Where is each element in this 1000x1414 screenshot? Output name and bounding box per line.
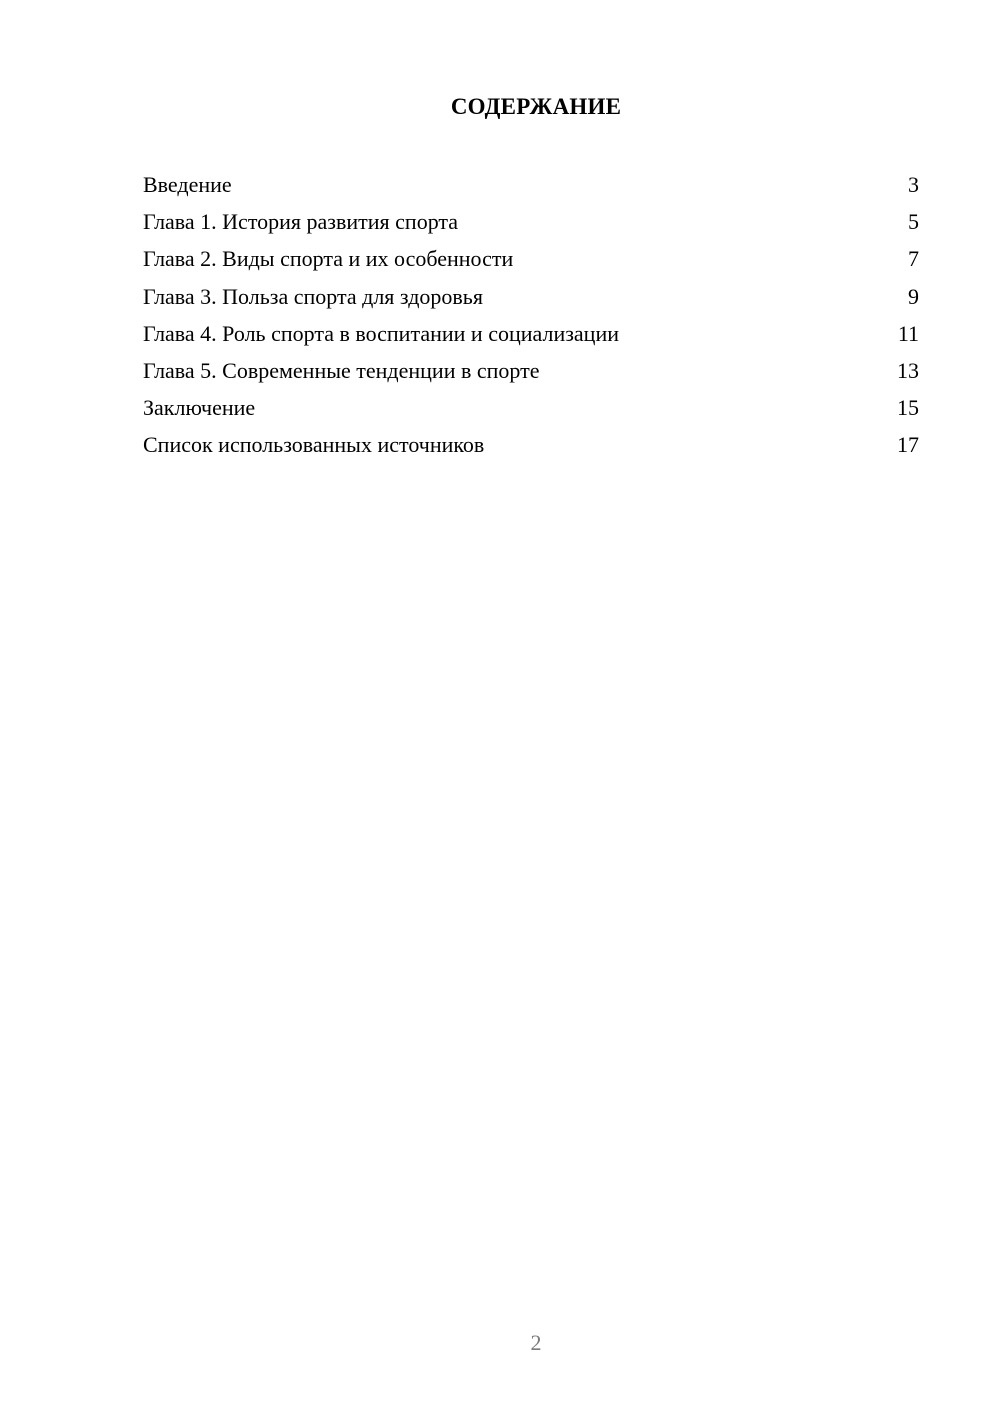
toc-item-page: 17 [897, 432, 919, 458]
toc-item-introduction[interactable] [143, 166, 919, 203]
toc-item-conclusion[interactable] [143, 389, 919, 426]
toc-item-label: Введение [143, 172, 232, 197]
toc-item-label: Глава 5. Современные тенденции в спорте [143, 357, 540, 383]
toc-item-label: Глава 1. История развития спорта [143, 209, 459, 235]
toc-item-page: 13 [897, 357, 919, 383]
table-of-contents [143, 166, 919, 464]
toc-item-label: Заключение [143, 395, 256, 421]
toc-title: СОДЕРЖАНИЕ [450, 94, 622, 119]
toc-item-references[interactable] [143, 426, 919, 463]
toc-item-label: Глава 2. Виды спорта и их особенности [143, 246, 514, 272]
toc-item-chapter-1[interactable] [143, 203, 919, 240]
toc-item-page: 5 [908, 209, 919, 235]
toc-item-page: 11 [897, 320, 919, 346]
toc-item-chapter-3[interactable] [143, 278, 919, 315]
toc-item-label: Глава 4. Роль спорта в воспитании и социализации [143, 320, 619, 346]
page-number: 2 [530, 1330, 542, 1355]
toc-item-chapter-5[interactable] [143, 352, 919, 389]
toc-item-page: 7 [908, 246, 919, 272]
toc-item-page: 3 [908, 172, 919, 197]
toc-item-label: Глава 3. Польза спорта для здоровья [143, 283, 483, 309]
toc-item-chapter-2[interactable] [143, 240, 919, 277]
toc-item-chapter-4[interactable] [143, 315, 919, 352]
toc-item-page: 9 [908, 283, 919, 309]
toc-item-page: 15 [897, 395, 919, 421]
toc-item-label: Список использованных источников [143, 432, 485, 458]
